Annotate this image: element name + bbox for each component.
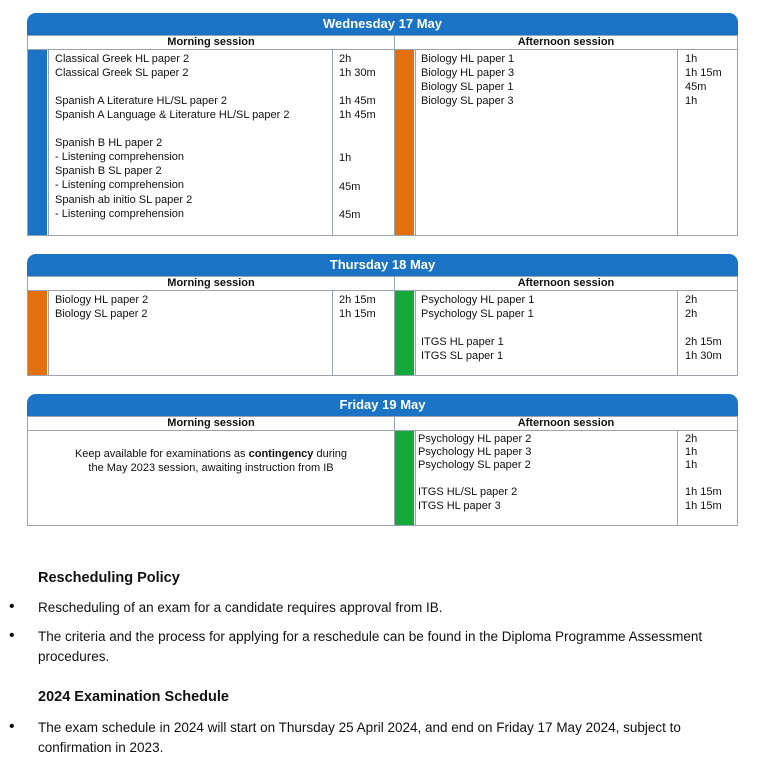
exam-name: Spanish ab initio SL paper 2 (55, 194, 193, 206)
exam-duration: 1h (685, 446, 698, 458)
session-table (27, 276, 738, 376)
policy-bullet: Rescheduling of an exam for a candidate requires approval from IB. (38, 600, 443, 615)
subject-color-bar-green (395, 431, 414, 525)
day-wednesday (27, 13, 738, 236)
column-divider (48, 291, 49, 375)
exam-name: Classical Greek SL paper 2 (55, 67, 189, 79)
exam-name: Psychology SL paper 1 (421, 308, 534, 320)
contingency-note (28, 447, 394, 475)
exam-name: Spanish A Language & Literature HL/SL paper 2 (55, 109, 290, 121)
exam-name: Biology SL paper 3 (421, 95, 514, 107)
exam-name: Spanish A Literature HL/SL paper 2 (55, 95, 228, 107)
exam-duration: 2h (685, 294, 698, 306)
column-divider (332, 50, 333, 235)
exam-name: Biology HL paper 3 (421, 67, 515, 79)
bullet-icon: • (9, 718, 15, 735)
exam-name: Psychology HL paper 1 (421, 294, 535, 306)
column-divider (332, 291, 333, 375)
exam-duration: 2h (685, 308, 698, 320)
exam-name: Classical Greek HL paper 2 (55, 53, 190, 65)
exam-name: Spanish B HL paper 2 (55, 137, 163, 149)
exam-duration: 2h (339, 53, 352, 65)
policy-bullet: The criteria and the process for applying for a reschedule can be found in the Diploma Programme Assessment procedures. (38, 629, 703, 664)
exam-duration: 2h (685, 433, 698, 445)
note-text: the May 2023 session, awaiting instruction from IB (88, 462, 334, 474)
column-divider (415, 431, 416, 525)
exam-duration: 1h (685, 95, 698, 107)
exam-duration: 1h (339, 152, 352, 164)
exam-duration: 1h (685, 459, 698, 471)
exam-name: Biology HL paper 1 (421, 53, 515, 65)
exam-name: ITGS SL paper 1 (421, 350, 504, 362)
subject-color-bar-orange (395, 50, 414, 235)
exam-duration: 1h 15m (685, 500, 722, 512)
schedule-bullet: The exam schedule in 2024 will start on Thursday 25 April 2024, and end on Friday 17 May 2024, subject to confirmation in 2023. (38, 720, 681, 755)
exam-duration: 45m (685, 81, 707, 93)
bullet-icon: • (9, 627, 15, 644)
column-divider (677, 431, 678, 525)
column-divider (677, 50, 678, 235)
exam-duration: 1h 45m (339, 95, 376, 107)
column-divider (48, 50, 49, 235)
exam-duration: 1h (685, 53, 698, 65)
afternoon-session-header: Afternoon session (395, 277, 737, 291)
exam-duration: 45m (339, 181, 361, 193)
afternoon-session-header: Afternoon session (395, 36, 737, 50)
exam-name: Biology HL paper 2 (55, 294, 149, 306)
morning-session-header: Morning session (28, 277, 394, 291)
subject-color-bar-green (395, 291, 414, 375)
exam-duration: 1h 45m (339, 109, 376, 121)
day-header: Thursday 18 May (27, 254, 738, 276)
exam-duration: 2h 15m (685, 336, 722, 348)
exam-duration: 1h 15m (685, 486, 722, 498)
note-text: during (313, 448, 348, 460)
day-friday (27, 394, 738, 526)
note-emphasis: contingency (248, 448, 314, 460)
exam-name: ITGS HL paper 1 (421, 336, 504, 348)
subject-color-bar-blue (28, 50, 47, 235)
exam-name: Biology SL paper 1 (421, 81, 514, 93)
morning-session-header: Morning session (28, 417, 394, 431)
morning-session-header: Morning session (28, 36, 394, 50)
day-thursday (27, 254, 738, 376)
day-header: Wednesday 17 May (27, 13, 738, 35)
schedule-2024-heading: 2024 Examination Schedule (38, 689, 229, 705)
session-table (27, 35, 738, 236)
exam-duration: 1h 15m (339, 308, 376, 320)
afternoon-session-header: Afternoon session (395, 417, 737, 431)
exam-duration: 1h 15m (685, 67, 722, 79)
column-divider (677, 291, 678, 375)
session-table (27, 416, 738, 526)
exam-name: - Listening comprehension (55, 151, 185, 163)
exam-duration: 1h 30m (339, 67, 376, 79)
exam-name: Psychology HL paper 3 (418, 446, 532, 458)
column-divider (415, 291, 416, 375)
exam-name: ITGS HL/SL paper 2 (418, 486, 518, 498)
subject-color-bar-orange (28, 291, 47, 375)
column-divider (415, 50, 416, 235)
exam-name: Spanish B SL paper 2 (55, 165, 162, 177)
bullet-icon: • (9, 598, 15, 615)
exam-name: Biology SL paper 2 (55, 308, 148, 320)
rescheduling-heading: Rescheduling Policy (38, 570, 180, 586)
exam-name: - Listening comprehension (55, 179, 185, 191)
exam-name: ITGS HL paper 3 (418, 500, 501, 512)
exam-name: Psychology HL paper 2 (418, 433, 532, 445)
exam-name: Psychology SL paper 2 (418, 459, 531, 471)
note-text: Keep available for examinations as (74, 448, 249, 460)
exam-duration: 1h 30m (685, 350, 722, 362)
day-header: Friday 19 May (27, 394, 738, 416)
exam-name: - Listening comprehension (55, 208, 185, 220)
exam-duration: 45m (339, 209, 361, 221)
exam-duration: 2h 15m (339, 294, 376, 306)
